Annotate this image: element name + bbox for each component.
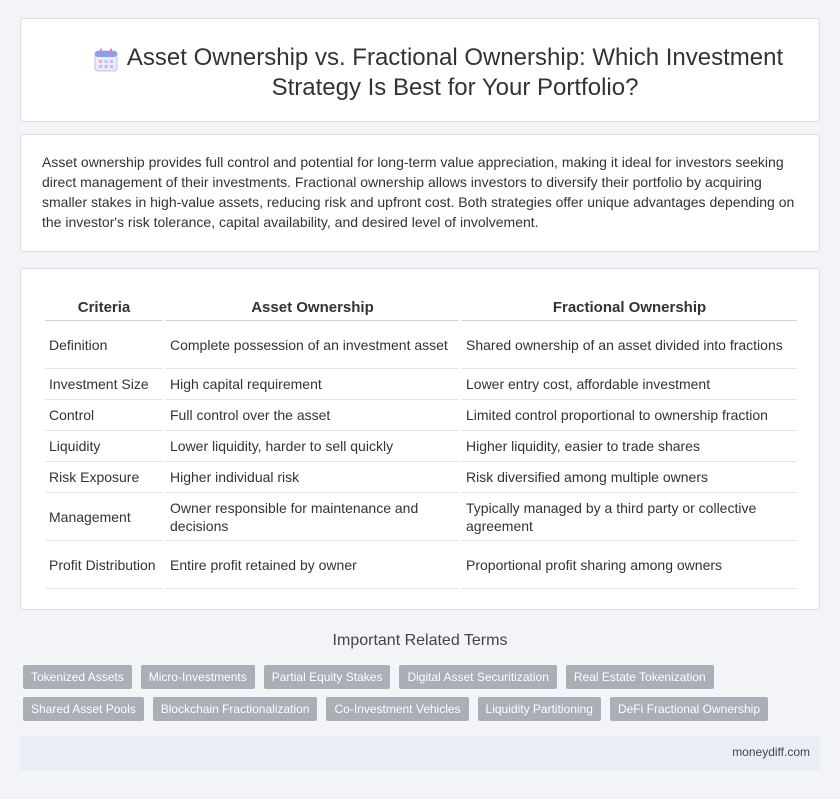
column-header-asset-ownership: Asset Ownership [166,295,459,321]
table-row [45,493,797,541]
criteria-cell: Management [45,493,163,541]
criteria-cell: Investment Size [45,369,163,400]
related-term-tag[interactable]: Digital Asset Securitization [399,665,556,689]
table-row [45,462,797,493]
table-row [45,369,797,400]
table-header-row [45,295,797,321]
intro-paragraph: Asset ownership provides full control and potential for long-term value appreciation, making it ideal for investors seeking direct management of their investments. Fractional ownership allows investors to diversify their portfolio by acquiring smaller stakes in high-value assets, reducing risk and upfront cost. Both strategies offer unique advantages depending on the investor's risk tolerance, capital availability, and desired level of involvement. [42,154,795,230]
related-term-tag[interactable]: Co-Investment Vehicles [326,697,468,721]
criteria-cell: Risk Exposure [45,462,163,493]
column-header-criteria: Criteria [45,295,163,321]
fractional-ownership-cell: Proportional profit sharing among owners [462,541,797,589]
criteria-cell: Liquidity [45,431,163,462]
related-term-tag[interactable]: Micro-Investments [141,665,255,689]
related-term-tag[interactable]: Tokenized Assets [23,665,132,689]
asset-ownership-cell: Owner responsible for maintenance and decisions [166,493,459,541]
fractional-ownership-cell: Typically managed by a third party or collective agreement [462,493,797,541]
asset-ownership-cell: Higher individual risk [166,462,459,493]
table-row [45,541,797,589]
title-card [20,18,820,122]
site-name[interactable]: moneydiff.com [732,745,810,759]
comparison-card [20,268,820,610]
calendar-icon [93,47,119,73]
comparison-table [42,295,800,589]
related-term-tag[interactable]: Real Estate Tokenization [566,665,714,689]
fractional-ownership-cell: Risk diversified among multiple owners [462,462,797,493]
related-terms-row [23,697,768,721]
asset-ownership-cell: High capital requirement [166,369,459,400]
related-term-tag[interactable]: Liquidity Partitioning [478,697,601,721]
table-row [45,400,797,431]
related-term-tag[interactable]: Blockchain Fractionalization [153,697,318,721]
related-term-tag[interactable]: Shared Asset Pools [23,697,144,721]
asset-ownership-cell: Complete possession of an investment asset [166,321,459,369]
related-term-tag[interactable]: DeFi Fractional Ownership [610,697,768,721]
page-title: Asset Ownership vs. Fractional Ownership: Which Investment Strategy Is Best for Your Portfolio? [126,44,784,101]
fractional-ownership-cell: Lower entry cost, affordable investment [462,369,797,400]
fractional-ownership-cell: Shared ownership of an asset divided into fractions [462,321,797,369]
related-term-tag[interactable]: Partial Equity Stakes [264,665,391,689]
footer [20,736,820,770]
table-row [45,321,797,369]
related-terms-heading: Important Related Terms [332,632,508,649]
criteria-cell: Definition [45,321,163,369]
fractional-ownership-cell: Limited control proportional to ownership fraction [462,400,797,431]
asset-ownership-cell: Entire profit retained by owner [166,541,459,589]
column-header-fractional-ownership: Fractional Ownership [462,295,797,321]
fractional-ownership-cell: Higher liquidity, easier to trade shares [462,431,797,462]
criteria-cell: Profit Distribution [45,541,163,589]
related-terms-row [23,665,714,689]
intro-card [20,134,820,252]
asset-ownership-cell: Lower liquidity, harder to sell quickly [166,431,459,462]
table-row [45,431,797,462]
criteria-cell: Control [45,400,163,431]
asset-ownership-cell: Full control over the asset [166,400,459,431]
